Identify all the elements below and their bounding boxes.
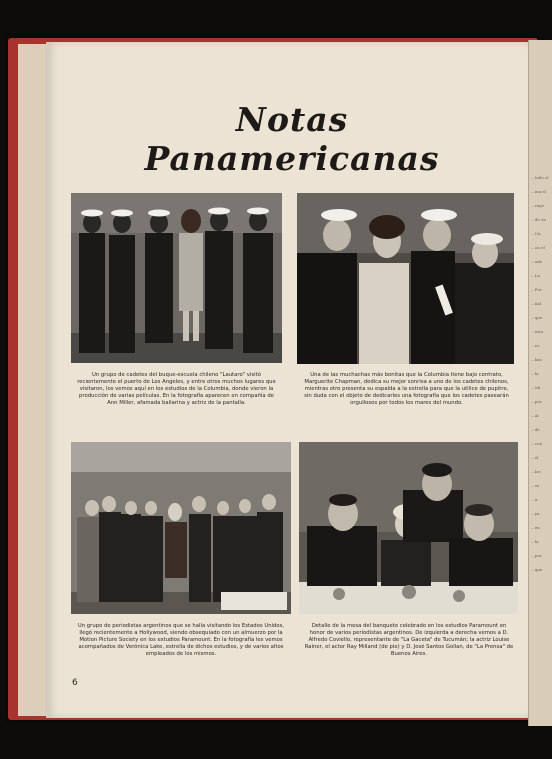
facing-page-fragment: ...de en <box>531 217 546 222</box>
caption-bottom-right: Detalle de la mesa del banquete celebrado en los estudios Paramount en honor de varios periodistas argentinos. De izquierda a derecha vemos a D. Alfredo Coviello, representante de "La Gaceta" de Tucumán; la actriz Louise Rainer, el actor Ray Milland (de pie) y D. José Santos Gollan, de "La Prensa" de Buenos Aires. <box>304 623 514 657</box>
facing-page-fragment: ...la <box>531 539 539 544</box>
photo-marguerite-chapman-cadets <box>297 193 514 364</box>
page-number: 6 <box>72 678 78 688</box>
facing-page-fragment: ...en <box>531 525 540 530</box>
photo-argentine-journalists <box>71 442 291 614</box>
facing-page-fragment: ...ado <box>531 259 543 264</box>
facing-page-fragment: ...La <box>531 273 540 278</box>
facing-page-fragment: ...ñal <box>531 301 542 306</box>
caption-bottom-left: Un grupo de periodistas argentinos que se halla visitando los Estados Unidos, llegó recientemente a Hollywood, siendo obsequiado con un almuerzo por la Motion Picture Society en los estudios Paramount. En la fotografía les vemos acompañados de Verónica Lake, estrella de dichos estudios, y de varios altos empleados de los mismos. <box>77 623 285 657</box>
caption-top-left: Un grupo de cadetes del buque-escuela chileno "Lautaro" visitó recientemente el puerto de Los Angeles, y entre otros muchos lugares que visitaron, los vemos aquí en los estudios de la Columbia, donde vieron la producción de varias películas. En la fotografía aparecen en compañía de Ann Miller, afamada bailarina y actriz de la pantalla. <box>77 372 276 406</box>
facing-page-fragment: ...que <box>531 567 543 572</box>
facing-page-fragment: ...ya <box>531 511 540 516</box>
facing-page-fragment: ...se <box>531 483 540 488</box>
facing-page-fragment: ...la <box>531 371 539 376</box>
facing-page-fragment: ...Un <box>531 231 541 236</box>
facing-page-fragment: ...el <box>531 455 539 460</box>
photo-cadets-ann-miller <box>71 193 282 363</box>
facing-page-fragment: ...con <box>531 441 543 446</box>
facing-page-fragment: ...riaje <box>531 203 544 208</box>
caption-top-right: Una de las muchachas más bonitas que la Columbia tiene bajo contrato, Marguerite Chapman, dedica su mejor sonrisa a uno de los cadetes chilenos, mientras otro presenta su espalda a la estrella para que la utilice de pupitre, sin duda con el objeto de dedicarles una fotografía que los cadetes pasearán orgullosos por todos los mares del mundo. <box>304 372 509 406</box>
photo-banquet-table <box>299 442 518 614</box>
facing-page-strip <box>528 40 552 726</box>
facing-page-fragment: ...de <box>531 427 540 432</box>
facing-page-fragment: ...a <box>531 497 538 502</box>
facing-page-fragment: ...que <box>531 315 543 320</box>
facing-page-fragment: ...tado el <box>531 175 549 180</box>
facing-page-fragment: ...Mi <box>531 385 541 390</box>
facing-page-fragment: ...on el <box>531 245 545 250</box>
facing-page-fragment: ...al <box>531 413 539 418</box>
facing-page-fragment: ...vo <box>531 343 540 348</box>
facing-page-fragment: ...por <box>531 553 542 558</box>
facing-page-fragment: ...has <box>531 357 542 362</box>
page-heading: Notas Panamericanas <box>144 100 440 178</box>
facing-page-fragment: ...por <box>531 399 542 404</box>
facing-page-fragment: ...ma el <box>531 189 546 194</box>
facing-page-fragment: ...los <box>531 469 541 474</box>
facing-page-fragment: ...esta <box>531 329 544 334</box>
facing-page-fragment: ...Por <box>531 287 542 292</box>
